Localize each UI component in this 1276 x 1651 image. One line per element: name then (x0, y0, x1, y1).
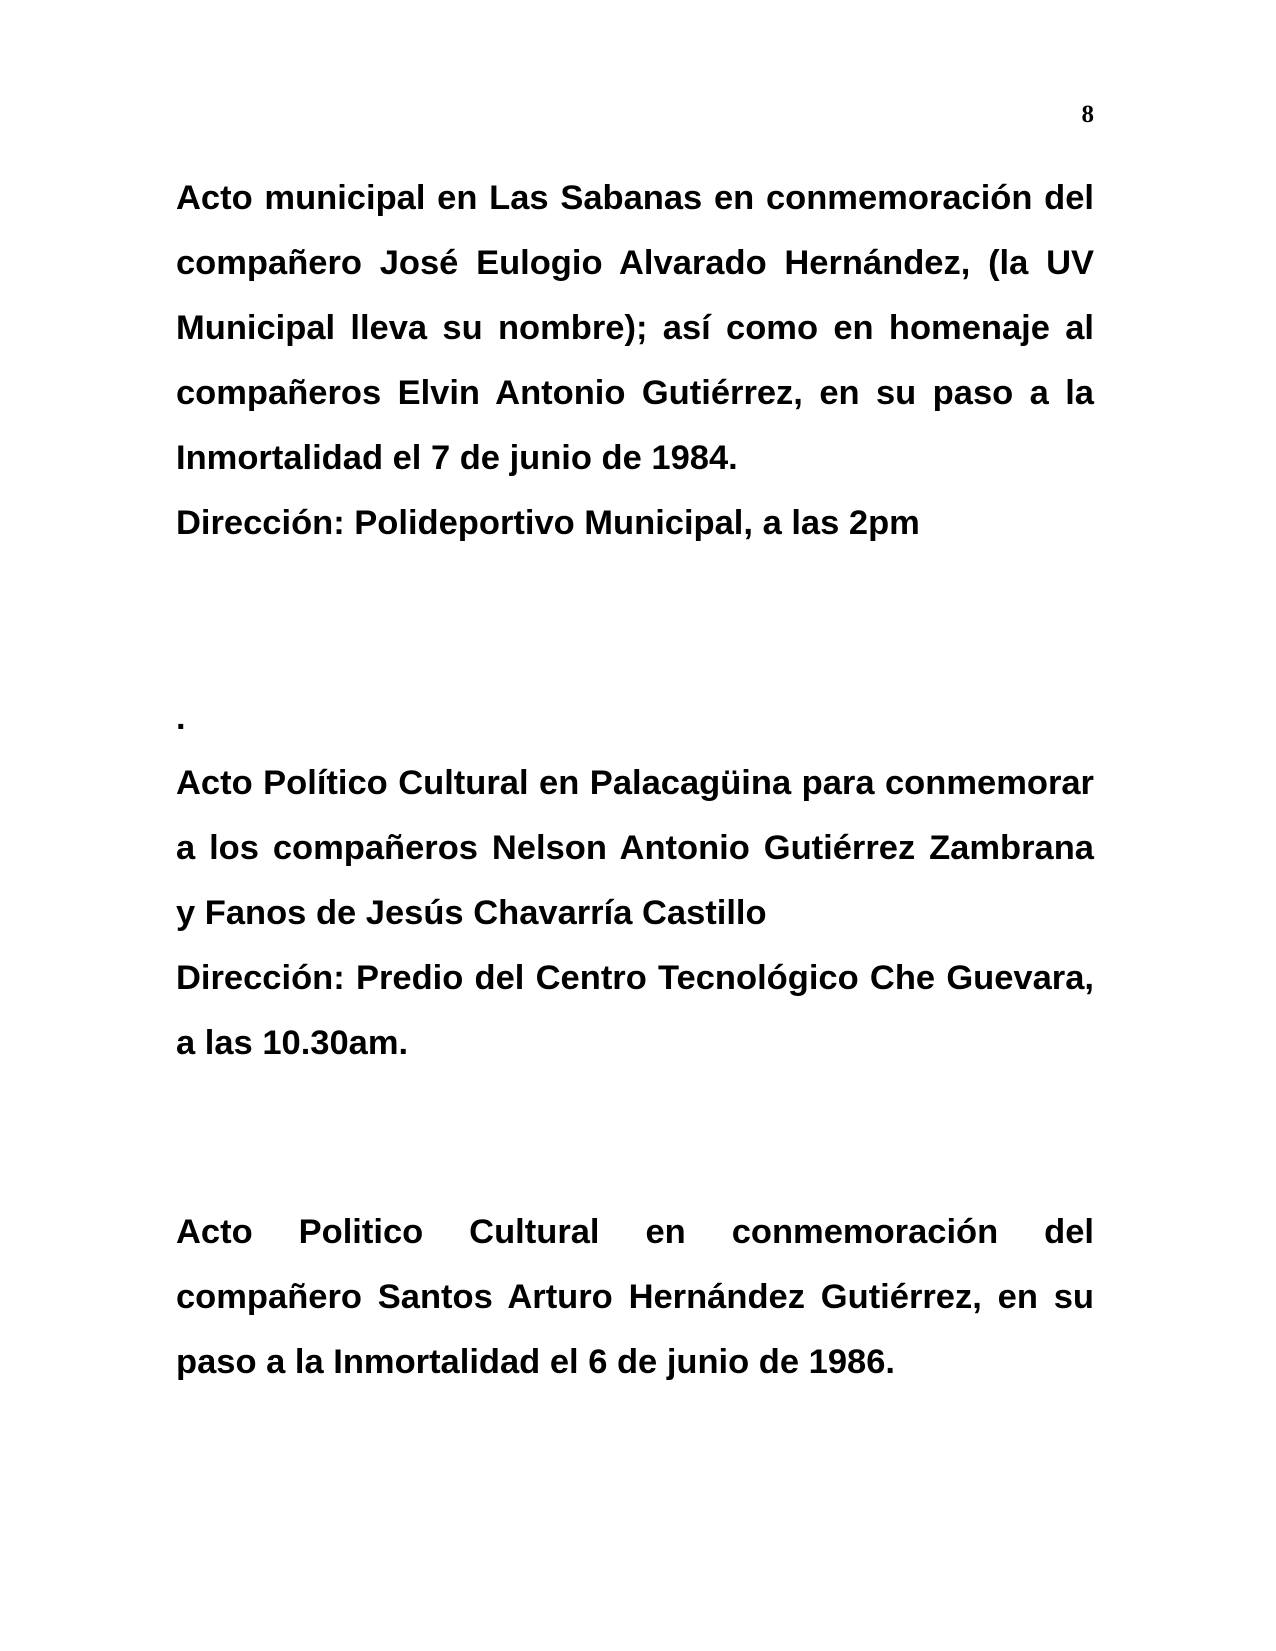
event-description: Acto municipal en Las Sabanas en conmemoración del compañero José Eulogio Alvarado Hernández, (la UV Municipal lleva su nombre); así como en homenaje al compañeros Elvin Antonio Gutiérrez, en su paso a la Inmortalidad el 7 de junio de 1984. (176, 179, 1094, 477)
event-block-santos-arturo (176, 1200, 1094, 1395)
separator-dot (176, 686, 1094, 751)
event-description: Acto Político Cultural en Palacagüina para conmemorar a los compañeros Nelson Antonio Gutiérrez Zambrana y Fanos de Jesús Chavarría Castillo (176, 764, 1094, 932)
event-address: Dirección: Polideportivo Municipal, a las 2pm (176, 504, 920, 542)
event-block-las-sabanas (176, 166, 1094, 556)
event-address: Dirección: Predio del Centro Tecnológico Che Guevara, a las 10.30am. (176, 959, 1094, 1062)
event-block-palacaguina (176, 751, 1094, 1076)
event-description: Acto Politico Cultural en conmemoración del compañero Santos Arturo Hernández Gutiérrez, en su paso a la Inmortalidad el 6 de junio de 1986. (176, 1213, 1094, 1381)
separator-dot-text: . (176, 699, 186, 737)
page-number: 8 (1081, 101, 1094, 128)
